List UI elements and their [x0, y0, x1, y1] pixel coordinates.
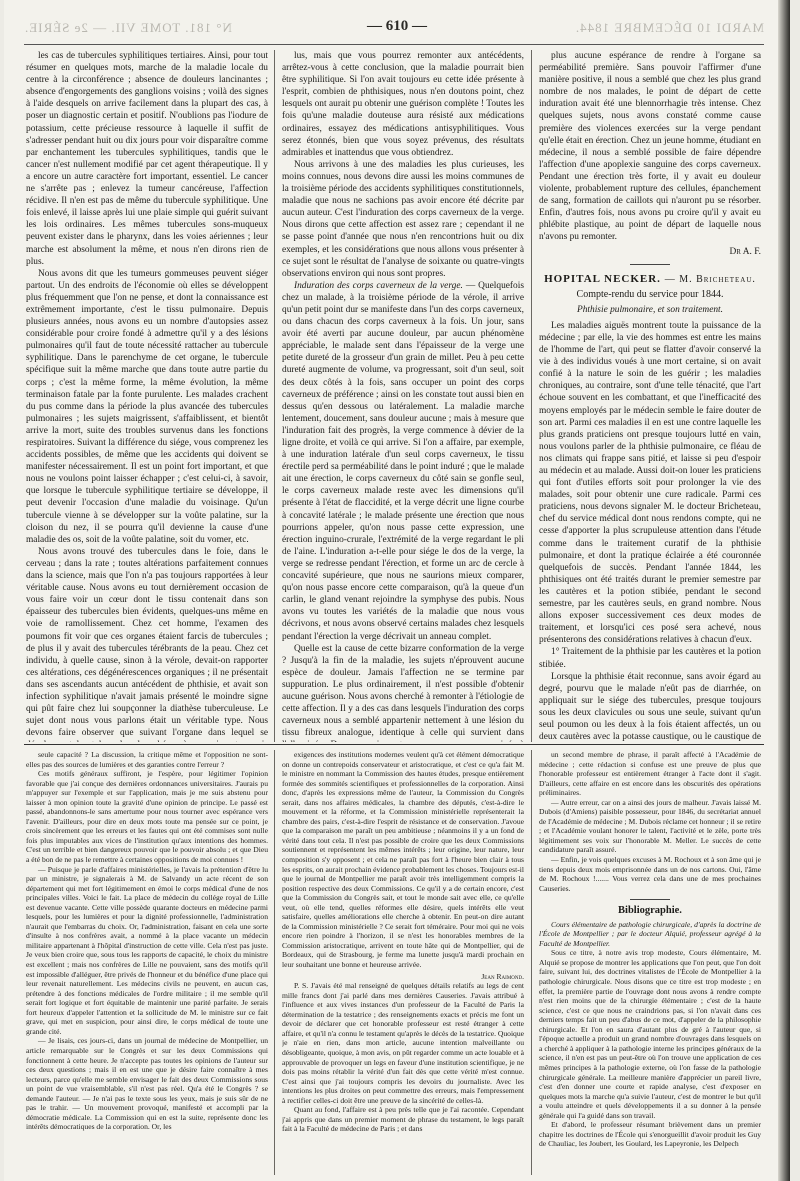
bottom-column-2: [282, 750, 524, 1175]
paragraph: Ces motifs généraux suffiront, je l'espère, pour légitimer l'opinion favorable que j'ai conçue des dernières ordonnances universitaires. J'aurais pu m'appuyer sur l'exemple et sur l'application, mais je me suis abstenu pour laisser à mon opinion toute la gravité d'une opinion de principe. Le passé est passé, abandonnons-le sans amertume pour nous tourner avec espérance vers l'avenir. D'ailleurs, pour dire en deux mots toute ma pensée sur ce point, je crois sincèrement que les erreurs et les fautes qui ont été commises sont nulle fois plus imputables aux vices de l'institution qu'aux intentions des hommes. C'est un terrible et bien dangereux pouvoir que le pouvoir absolu ; et que Dieu a été bon de ne pas le remettre à certaines oppositions de moi connues !: [26, 769, 268, 865]
top-column-1: [26, 50, 268, 742]
article-signature: Dr A. F.: [729, 246, 761, 257]
paragraph: exigences des institutions modernes veulent qu'à cet élément démocratique on donne un contrepoids conservateur et aristocratique, et c'est ce qu'a fait M. le ministre en nommant la Commission des hautes études, presque entièrement formée des sommités scientifiques et professionnelles de la corporation. Ainsi donc, d'après les expressions même de l'auteur, la Commission du Congrès serait, dans nos affaires médicales, la chambre des députés, c'est-à-dire le mouvement et la réforme, et la Commission ministérielle représenterait la chambre des pairs, c'est-à-dire l'esprit de résistance et de conservation. J'avoue que la comparaison me paraît un peu ambitieuse ; néanmoins il y a un fond de vérité dans tout cela. Il n'est pas possible de croire que les deux Commissions soutiennent et représentent les mêmes intérêts ; leur origine, leur nature, leur composition s'y opposent ; et cela ne paraît pas fort à l'heure bien clair à tous les esprits, on aurait prochain évidence probablement les choses. Toujours est-il que le journal de Montpellier me paraît avoir très intelligemment compris la position respective des deux Commissions. Ce qu'il y a de certain encore, c'est que la Commission du Congrès sait, et tout le monde sait avec elle, ce qu'elle veut, où elle tend, quelles réformes elle désire, quels intérêts elle veut satisfaire, quelles améliorations elle cherche à obtenir. En peut-on dire autant de la Commission ministérielle ? Ce serait fort téméraire. Pour moi qui ne vois encore rien poindre à l'horizon, il se n'est les honorables membres de la Commission aristocratique, arrivent en toute hâte qui de Montpellier, qui de Bordeaux, qui de Strasbourg, je ferme ma lunette jusqu'à mardi prochain en leur souhaitant une bonne et heureuse arrivée.: [282, 750, 524, 970]
bottom-column-1: [26, 750, 268, 1175]
column-divider: [274, 750, 275, 1175]
paragraph: — Puisque je parle d'affaires ministérielles, je l'avais la prétention d'être lu par un ministre, je signalerais à M. de Salvandy un acte récent de son département qui met fort légitimement en émoi le corps médical d'une de nos principales villes. Voici le fait. La place de médecin du collége royal de Lille est devenue vacante. Cette ville possède quarante docteurs en médecine parmi lesquels, pour les lumières et pour la dignité professionnelle, l'administration n'aurait que l'embarras du choix. Or, l'administration, faisant en cela une sorte d'insulte à nos confrères avait, a nommé à la place vacante un médecin militaire appartenant à l'hôpital d'instruction de cette ville. Cela n'est pas juste. Je veux bien croire que, sous tous les rapports de capacité, le choix du ministre est excellent ; mais nos confrères de Lille ne pouvaient, sans des motifs qu'il est impossible d'alléguer, être privés de l'honneur et du bénéfice d'une place qui leur revenait naturellement. Les médecins civils ne peuvent, en aucun cas, prétendre à des fonctions médicales de l'ordre militaire ; il me semble qu'il serait fort logique et fort équitable de maintenir une parité parfaite. Je serais fort heureux d'appeler l'attention et la sollicitude de M. le ministre sur ce fait grave, qui met en suspicion, pour ainsi dire, le corps médical de toute une grande cité.: [26, 864, 268, 1036]
feuilleton-signature: Jean Raimond.: [481, 971, 524, 981]
separator-rule: [630, 899, 670, 900]
paragraph: P. S. J'avais été mal renseigné de quelques détails relatifs au legs de cent mille francs dont j'ai parlé dans mes dernières Causeries. J'avais attribué à l'influence et aux vives instances d'un professeur de la Faculté de Paris la détermination de la testatrice ; des renseignements exacts et précis me font un devoir de déclarer que cet honorable professeur est resté étranger à cette affaire, et qu'il n'a connu le testament qu'après le décès de la testatrice. Quoique je n'aie en rien, dans mon article, aucune intention malveillante ou désobligeante, quoique, à mon avis, on pût regarder comme un acte louable et à approuvable de provoquer un legs en faveur d'une institution scientifique, je ne dois pas moins rétablir la vérité d'un fait dès que cette vérité m'est connue. C'est ainsi que j'ai toujours compris les devoirs du journaliste. Avec les intentions les plus droites on peut commettre des erreurs, mais l'empressement à rectifier celles-ci doit être une preuve de la sincérité de celles-là.: [282, 981, 524, 1105]
paragraph: — Je lisais, ces jours-ci, dans un journal de médecine de Montpellier, un article remarquable sur le Congrès et sur les deux Commissions qui fonctionnent à cette heure. Je n'accepte pas toutes les opinions de l'auteur sur ces deux questions ; mais il en est une que je désire faire connaître à mes lecteurs, parce qu'elle me semble envisager le fait des deux Commissions sous un point de vue vraisemblable, s'il n'est pas réel. Qu'a été le Congrès ? se demande l'auteur. — Je n'ai pas le texte sous les yeux, mais je suis sûr de ne pas le trahir. — Un mouvement provoqué, manifesté et accompli par la démocratie médicale. La Commission qui en est la suite, représente donc les intérêts démocratiques de la corporation. Or, les: [26, 1036, 268, 1132]
book-reference: Cours élémentaire de pathologie chirurgicale, d'après la doctrine de l'École de Montpellier ; par le docteur Alquié, professeur agrégé à la Faculté de Montpellier.: [539, 919, 761, 948]
paragraph: seule capacité ? La discussion, la critique même et l'opposition ne sont-elles pas des sources de lumières et des garanties contre l'erreur ?: [26, 750, 268, 769]
hospital-heading: [539, 273, 761, 286]
bleed-through-date: MARDI 10 DÉCEMBRE 1844.: [574, 20, 764, 35]
paragraph: Nous arrivons à une des maladies les plus curieuses, les moins connues, nous devons dire aussi les moins communes de la troisième période des accidents syphilitiques constitutionnels, maladie que nous ne sachions pas avoir encore été décrite par aucun auteur. C'est l'induration des corps caverneux de la verge. Nous dirons que cette affection est assez rare ; cependant il ne se passe point d'année que nous n'en rencontrions huit ou dix exemples, et les considérations que nous allons vous présenter à ce sujet sont le résultat de l'analyse de soixante ou quatre-vingts observations environ qui nous sont propres.: [282, 159, 524, 279]
top-column-2: [282, 50, 524, 742]
paragraph-lead: Induration des corps caverneux de la verge.: [294, 280, 463, 291]
column-divider: [531, 750, 532, 1175]
column-divider: [531, 50, 532, 742]
paragraph: Nous avons dit que les tumeurs gommeuses peuvent siéger partout. Un des endroits de l'économie où elles se développent plus fréquemment que l'on ne pense, et dont la connaissance est extrêmement importante, c'est le tissu pulmonaire. Depuis plusieurs années, nous avons eu un nombre d'autopsies assez considérable pour croire fondé à admettre qu'il y a des lésions pulmonaires qu'il faut de toute nécessité rattacher au tubercule syphilitique. Dans le parenchyme de cet organe, le tubercule spécifique suit la même marche que dans toute autre partie du corps ; c'est la même forme, la même évolution, la même terminaison fatale par la fonte purulente. Les malades crachent du pus comme dans la période la plus avancée des tubercules pulmonaires ; les sujets maigrissent, s'affaiblissent, et bientôt arrive la mort, suite des troubles survenus dans les fonctions respiratoires. Suivant la différence du siége, vous comprenez les accidents possibles, de même que les accidents qui doivent se manifester nécessairement. Il est un point fort important, et que nous ne voulons point laisser échapper ; c'est celui-ci, à savoir, que lorsque le tubercule syphilitique tertiaire se développe, il peut devenir l'occasion d'une maladie du voisinage. Qu'un tubercule vienne à se développer sur la voûte palatine, sur la cloison du nez, il se pourra qu'il devienne la cause d'une maladie des os, soit de la voûte palatine, soit du vomer, etc.: [26, 268, 268, 545]
paragraph-heading: 1° Traitement de la phthisie par les cautères et la potion stibiée.: [539, 647, 761, 670]
paragraph: Nous avons trouvé des tubercules dans le foie, dans le cerveau ; dans la rate ; toutes altérations parfaitement connues dans la science, mais que l'on n'a pas toujours rapportées à leur véritable cause. Nous avons eu tout dernièrement occasion de vous faire voir un cœur dont le tissu contenait dans son épaisseur des tubercules bien évidents, quelques-uns même en voie de ramollissement. Chez cet homme, l'examen des poumons fit voir que ces organes étaient farcis de tubercules ; de plus il y avait des tubercules térébrants de la peau. Chez cet individu, à quelle cause, sinon à la vérole, devait-on rapporter ces altérations, ces dégénérescences organiques ; il ne présentait dans ses ascendants aucun antécédent de phthisie, et avait son infection syphilitique n'avait jamais présenté le moindre signe qui pût faire chez lui soupçonner la diathèse tuberculeuse. Le sujet dont nous vous parlons était un véritable type. Nous devons faire observer que suivant l'organe dans lequel se: [26, 546, 268, 739]
bottom-column-3: [539, 750, 761, 1175]
header-rule: [24, 44, 764, 45]
column-divider: [274, 50, 275, 742]
separator-rule: [630, 264, 670, 265]
page-header: [24, 6, 764, 46]
paragraph: Quant au fond, l'affaire est à peu près telle que je l'ai racontée. Cependant j'ai appris que dans un premier moment de phrase du testament, le legs paraît fait à la Faculté de médecine de Paris ; et dans: [282, 1105, 524, 1134]
paragraph: plus aucune espérance de rendre à l'organe sa perméabilité première. Sans pouvoir l'affirmer d'une manière positive, il nous a semblé que chez les plus grand nombre de nos malades, le point de départ de cette induration avait été une blennorrhagie très intense. Chez quelques sujets, nous avons constaté comme cause première des violences exercées sur la verge pendant qu'elle était en érection. Chez un jeune homme, étudiant en médecine, il nous a semblé possible de faire dépendre l'affection d'une apoplexie sanguine des corps caverneux. Pendant une érection très forte, il y avait eu douleur violente, probablement rupture des cellules, épanchement de sang, formation de caillots qui n'auront pu se résorber. Enfin, d'autres fois, nous avons pu croire qu'il y avait eu phlébite plastique, au point de départ de laquelle nous n'avons pu remonter.: [539, 51, 761, 243]
paragraph: — Enfin, je vois quelques excuses à M. Rochoux et à son âme qui je tiens depuis deux mois emprisonnée dans un de nos cartons. Oui, l'âme de M. Rochoux !....... Vous verrez cela dans une de mes prochaines Causeries.: [539, 855, 761, 893]
paragraph-body: — Quelquefois chez un malade, à la troisième période de la vérole, il arrive qu'un petit point dur se manifeste dans l'un des corps caverneux, ou dans chacun des corps caverneux à la fois. Un jour, sans avoir été averti par aucune douleur, par aucun phénomène appréciable, le malade sent dans l'épaisseur de la verge une petite dureté de la grosseur d'un grain de millet. Peu à peu cette dureté augmente de volume, va progressant, soit d'un seul, soit des deux côtés à la fois, sans occuper un point des corps caverneux de préférence ; ainsi on les constate tout aussi bien en dessus qu'en dessous ou latéralement. La maladie marche lentement, doucement, sans douleur aucune ; mais à mesure que l'induration fait des progrès, la verge commence à dévier de la ligne droite, et voilà ce qui arrive. Si l'on a affaire, par exemple, à une induration latérale d'un seul corps caverneux, le tissu érectile perd sa perméabilité dans le point induré ; que le malade ait une érection, le corps caverneux du côté sain se gonfle seul, le corps caverneux malade reste avec les dimensions qu'il présente à l'état de flaccidité, et la verge décrit une ligne courbe à concavité latérale ; le malade présente une érection que nous pourrions appeler, qu'on nous passe cette expression, une érection inguino-crurale, l'extrémité de la verge regardant le pli de l'aine. L'induration a-t-elle pour siége le dos de la verge, la verge se redresse pendant l'érection, et forme un arc de cercle à concavité supérieure, que nous ne saurions mieux comparer, qu'on nous passe encore cette comparaison, qu'à la queue d'un carlin, le gland venant rejoindre la symphyse des pubis. Nous avons vu toutes les variétés de la maladie que nous vous décrivons, et nous avons observé certains malades chez lesquels pendant l'érection la verge décrivait un anneau complet.: [282, 280, 524, 642]
hospital-name: HOPITAL NECKER.: [544, 272, 661, 285]
paragraph: Sous ce titre, à notre avis trop modeste, Cours élémentaire, M. Alquié se propose de montrer les applications que l'on peut, que l'on doit faire, suivant lui, des doctrines vitalistes de l'École de Montpellier à la pathologie chirurgicale. Nous disons que ce titre est trop modeste ; en effet, la première partie de l'ouvrage dont nous avons à rendre compte n'est rien moins que de la chirurgie élémentaire ; c'est de la haute science, c'est ce que nous ne craindrions pas, si l'on n'avait dans ces derniers temps fait un peu d'abus de ce mot, d'appeler de la philosophie chirurgicale. Et l'on en saura d'autant plus de gré à l'auteur que, si l'époque actuelle a produit un grand nombre d'ouvrages dans lesquels on a cherché à appliquer à la pathologie interne les principes généraux de la science, il n'en est pas un peut-être où l'on trouve une application de ces mêmes principes à la pathologie externe, où l'on fasse de la pathologie chirurgicale générale. La meilleure manière d'apprécier un pareil livre, c'est d'en donner une courte et rapide analyse, c'est d'exposer en quelques mots la marche qu'a suivie l'auteur, c'est de montrer le but qu'il a voulu atteindre et quels développements il a su donner à la pensée générale qui l'a guidé dans son travail.: [539, 948, 761, 1120]
book-spine-shadow: [778, 0, 790, 1181]
paragraph: [282, 280, 524, 643]
bleed-through-issue: N° 181. TOME VII. — 2e SÉRIE.: [24, 20, 232, 35]
report-subtitle: Compte-rendu du service pour 1844.: [576, 288, 724, 300]
paragraph: un second membre de phrase, il paraît affecté à l'Académie de médecine ; cette rédaction si confuse est une preuve de plus que l'honorable professeur est entièrement étranger à l'acte dont il s'agit. D'ailleurs, cette affaire en est encore dans les obscurités des opérations préliminaires.: [539, 750, 761, 798]
bibliography-heading: Bibliographie.: [618, 905, 682, 917]
paragraph: lus, mais que vous pourrez remonter aux antécédents, arrêtez-vous à cette conclusion, que la maladie pourrait bien être syphilitique. Si l'on avait toujours eu cette idée présente à l'esprit, combien de phthisiques, nous n'en doutons point, chez lesquels ont aurait pu obtenir une guérison complète ! Toutes les fois qu'une maladie douteuse aura résisté aux médications ordinaires, essayez des médications antisyphilitiques. Vous serez étonnés, bien que vous soyez prévenus, des résultats admirables et inattendus que vous obtiendrez.: [282, 51, 524, 158]
paragraph: Lorsque la phthisie était reconnue, sans avoir égard au degré, pourvu que le malade n'eût pas de diarrhée, on appliquait sur le siége des tubercules, presque toujours sous les deux clavicules ou sous une seule, suivant qu'un seul poumon ou les deux à la fois étaient affectés, un ou deux cautères avec la potasse caustique, ou le caustique de: [539, 671, 761, 742]
paragraph: — Autre erreur, car on a ainsi des jours de malheur. J'avais laissé M. Dubois (d'Amiens) paisible possesseur, pour 1846, du secrétariat annuel de l'Académie de médecine ; M. Dubois réclame cet honneur ; il se retire ; et l'Académie voulant honorer le talent, l'activité et le zèle, porte très légitimement ses voix sur l'honorable M. Meller. Le succès de cette candidature paraît assuré.: [539, 797, 761, 855]
section-title: Phthisie pulmonaire, et son traitement.: [577, 304, 723, 315]
newspaper-page: [4, 0, 790, 1181]
paragraph: Quelle est la cause de cette bizarre conformation de la verge ? Jusqu'à la fin de la maladie, les sujets n'éprouvent aucune espèce de douleur. Jamais l'affection ne se termine par suppuration. Le plus ordinairement, il n'est possible d'obtenir aucune guérison. Nous avons cherché à remonter à l'étiologie de cette affection. Il y a des cas dans lesquels l'induration des corps caverneux nous a semblé appartenir nettement à une lésion du tissu fibreux analogue, identique à celle qui survient dans: [282, 643, 524, 739]
paragraph: Et d'abord, le professeur résumant brièvement dans un premier chapitre les doctrines de l'École qui s'enorgueillit d'avoir produit les Guy de Chauliac, les Joubert, les Goulard, les Lapeyronie, les Delpech: [539, 1120, 761, 1149]
hospital-author: — M. Bricheteau.: [664, 273, 756, 285]
top-column-3: [539, 50, 761, 742]
page-number: — 610 —: [367, 18, 427, 34]
paragraph: Les maladies aiguës montrent toute la puissance de la médecine ; par elle, la vie des hommes est entre les mains de l'homme de l'art, qui peut se flatter d'avoir conservé la vie à des individus voués à une mort certaine, si on avait confié à la nature le soin de les guérir ; les maladies chroniques, au contraire, sont d'une telle ténacité, que l'art échoue souvent en les combattant, et que l'inefficacité des moyens employés par le médecin semble le faire douter de son art. Parmi ces maladies il en est une contre laquelle les plus grands praticiens ont presque toujours lutté en vain, nous voulons parler de la phthisie pulmonaire, ce fléau de nos climats qui frappe sans pitié, et laisse si peu d'espoir au médecin et au malade. Aussi doit-on louer les praticiens qui font d'utiles efforts soit pour prolonger la vie des malades, soit pour obtenir une cure radicale. Parmi ces praticiens, nous devons signaler M. le docteur Bricheteau, chef du service médical dont nous rendons compte, qui ne cesse d'apporter la plus scrupuleuse attention dans l'étude comme dans le traitement curatif de la phthisie pulmonaire, et dont la pratique éclairée a été couronnée quelquefois de succès. Pendant l'année 1844, les phthisiques ont été traités durant le premier semestre par les cautères et la potion stibiée, pendant le second semestre, par les cautères seuls, en grand nombre. Nous allons exposer successivement ces deux modes de traitement, et lorsqu'ici ces posé sera achevé, nous présenterons des considérations relatives à chacun d'eux.: [539, 320, 761, 646]
paragraph: les cas de tubercules syphilitiques tertiaires. Ainsi, pour tout résumer en quelques mots, marche de la maladie locale du centre à la circonférence ; absence de douleurs lancinantes ; absence d'engorgements des ganglions voisins ; voilà des signes à l'aide desquels on arrive facilement dans la plupart des cas, à poser un diagnostic certain et positif. N'oublions pas l'iodure de potassium, cette précieuse ressource à laquelle il suffit de s'adresser pendant huit ou dix jours pour voir disparaître comme par enchantement les tubercules syphilitiques, tandis que le cancer n'est nullement modifié par cet agent thérapeutique. Il y a encore un autre caractère fort important, essentiel. Le cancer ne s'arrête pas ; enlevez la tumeur cancéreuse, l'affection récidive. Il n'en est pas de même du tubercule syphilitique. Une fois enlevé, il laisse après lui une plaie simple qui guérit suivant les lois ordinaires. Les mêmes tubercules sons-muqueux peuvent exister dans le pharynx, dans les voies aériennes ; leur marche est absolument la même, et nous n'en dirons rien de plus.: [26, 51, 268, 267]
section-separator: [24, 744, 764, 745]
